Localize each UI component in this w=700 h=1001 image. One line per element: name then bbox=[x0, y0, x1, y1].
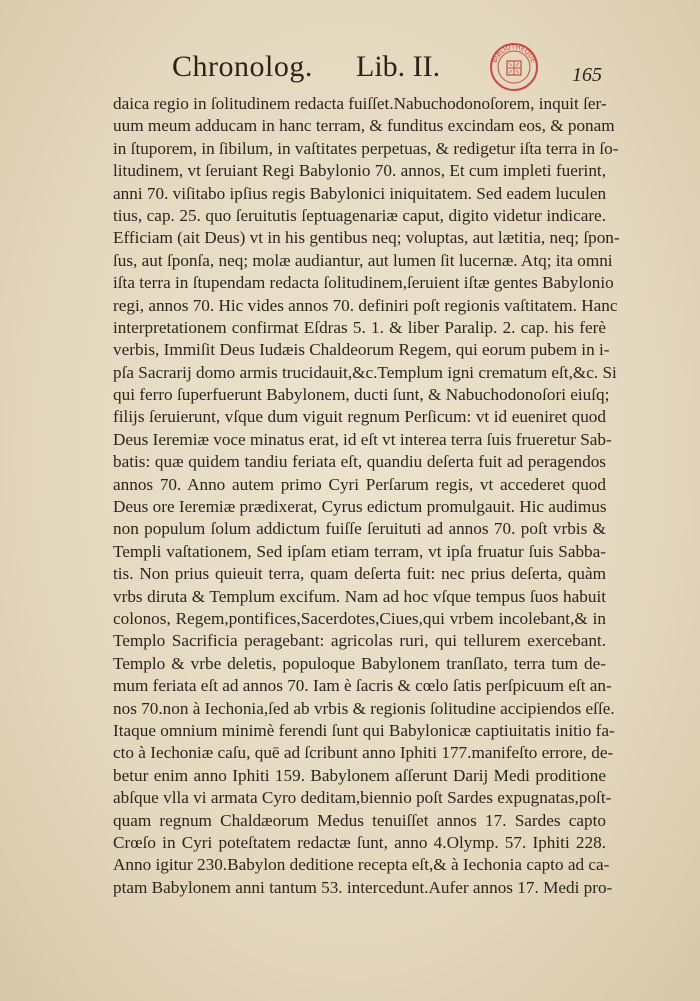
text-line: anni 70. viſitabo ipſius regis Babylonici iniquitatem. Sed eadem luculen bbox=[113, 183, 607, 203]
text-line: Efficiam (ait Deus) vt in his gentibus neq; voluptas, aut lætitia, neq; ſpon- bbox=[113, 228, 620, 248]
text-line: vrbs diruta & Templum excifum. Nam ad hoc vſque tempus ſuos habuit bbox=[113, 586, 606, 606]
body-text bbox=[113, 93, 620, 899]
page-number: 165 bbox=[572, 64, 602, 86]
text-line: verbis, Immiſit Deus Iudæis Chaldeorum Regem, qui eorum pubem in i- bbox=[113, 340, 610, 360]
book-label: Lib. II. bbox=[356, 50, 441, 83]
text-line: betur enim anno Iphiti 159. Babylonem aſſerunt Darij Medi proditione bbox=[113, 765, 606, 785]
text-line: Crœſo in Cyri poteſtatem redactæ ſunt, anno 4.Olymp. 57. Iphiti 228. bbox=[113, 832, 606, 852]
text-line: interpretationem confirmat Eſdras 5. 1. & liber Paralip. 2. cap. his ferè bbox=[113, 317, 606, 337]
svg-text:BIBLIOTHEQUE: BIBLIOTHEQUE bbox=[490, 42, 538, 64]
text-line: Itaque omnium minimè ferendi ſunt qui Babylonicæ captiuitatis initio fa- bbox=[113, 720, 615, 740]
text-line: quam regnum Chaldæorum Medus tenuiſſet annos 17. Sardes capto bbox=[113, 810, 606, 830]
text-line: Anno igitur 230.Babylon deditione recepta eſt,& à Iechonia capto ad ca- bbox=[113, 855, 610, 875]
text-line: tius, cap. 25. quo ſeruitutis ſeptuagenariæ caput, digito videtur indicare. bbox=[113, 205, 606, 225]
text-line: daica regio in ſolitudinem redacta fuiſſet.Nabuchodonoſorem, inquit ſer- bbox=[113, 94, 607, 113]
running-title: Chronolog. bbox=[172, 50, 313, 83]
text-line: qui ferro ſuperfuerunt Babylonem, ducti ſunt, & Nabuchodonoſori eiuſq; bbox=[113, 385, 610, 405]
text-line: cto à Iechoniæ caſu, quē ad ſcribunt anno Iphiti 177.manifeſto errore, de- bbox=[113, 743, 614, 763]
text-line: Deus Ieremiæ voce minatus erat, id eſt vt interea terra ſuis frueretur Sab- bbox=[113, 429, 612, 449]
text-line: Templi vaſtationem, Sed ipſam etiam terram, vt ipſa fruatur ſuis Sabba- bbox=[113, 541, 606, 561]
text-line: Templo & vrbe deletis, populoque Babylonem tranſlato, terra tum de- bbox=[113, 653, 606, 673]
text-line: non populum ſolum addictum fuiſſe ſeruituti ad annos 70. poſt vrbis & bbox=[113, 519, 606, 539]
text-line: colonos, Regem,pontifices,Sacerdotes,Ciues,qui vrbem incolebant,& in bbox=[113, 608, 606, 628]
text-line: in ſtuporem, in ſibilum, in vaſtitates perpetuas, & redigetur iſta terra in ſo- bbox=[113, 138, 619, 158]
text-line: abſque vlla vi armata Cyro deditam,biennio poſt Sardes expugnatas,poſt- bbox=[113, 788, 612, 808]
text-line: nos 70.non à Iechonia,ſed ab vrbis & regionis ſolitudine accipiendos eſſe. bbox=[113, 698, 615, 718]
text-line: iſta terra in ſtupendam redacta ſolitudinem,ſeruient iſtæ gentes Babylonio bbox=[113, 273, 614, 293]
library-stamp bbox=[489, 42, 539, 92]
text-line: mum feriata eſt ad annos 70. Iam è ſacris & cœlo ſatis perſpicuum eſt an- bbox=[113, 676, 612, 696]
text-line: Templo Sacrificia peragebant: agricolas ruri, qui tellurem exercebant. bbox=[113, 631, 606, 651]
text-line: batis: quæ quidem tandiu feriata eſt, quandiu deſerta fuit ad peragendos bbox=[113, 452, 606, 472]
text-line: ptam Babylonem anni tantum 53. intercedunt.Aufer annos 17. Medi pro- bbox=[113, 877, 613, 897]
text-line: Deus ore Ieremiæ prædixerat, Cyrus edictum promulgauit. Hic audimus bbox=[113, 497, 607, 517]
text-line: ſus, aut ſponſa, neq; molæ audiantur, aut lumen ſit lucernæ. Atq; ita omni bbox=[113, 250, 613, 270]
text-line: uum meum adducam in hanc terram, & funditus excindam eos, & ponam bbox=[113, 116, 615, 136]
text-line: tis. Non prius quieuit terra, quam deſerta fuit: nec prius deſerta, quàm bbox=[113, 564, 606, 584]
text-line: regi, annos 70. Hic vides annos 70. definiri poſt regionis vaſtitatem. Hanc bbox=[113, 295, 618, 315]
text-line: litudinem, vt ſeruiant Regi Babylonio 70. annos, Et cum impleti fuerint, bbox=[113, 161, 606, 181]
text-line: annos 70. Anno autem primo Cyri Perſarum regis, vt accederet quod bbox=[113, 474, 606, 494]
text-line: pſa Sacrarij domo armis trucidauit,&c.Templum igni crematum eſt,&c. Si bbox=[113, 362, 617, 382]
text-line: filijs ſeruierunt, vſque dum viguit regnum Perſicum: vt id eueniret quod bbox=[113, 407, 606, 427]
library-stamp-seal bbox=[489, 42, 539, 92]
